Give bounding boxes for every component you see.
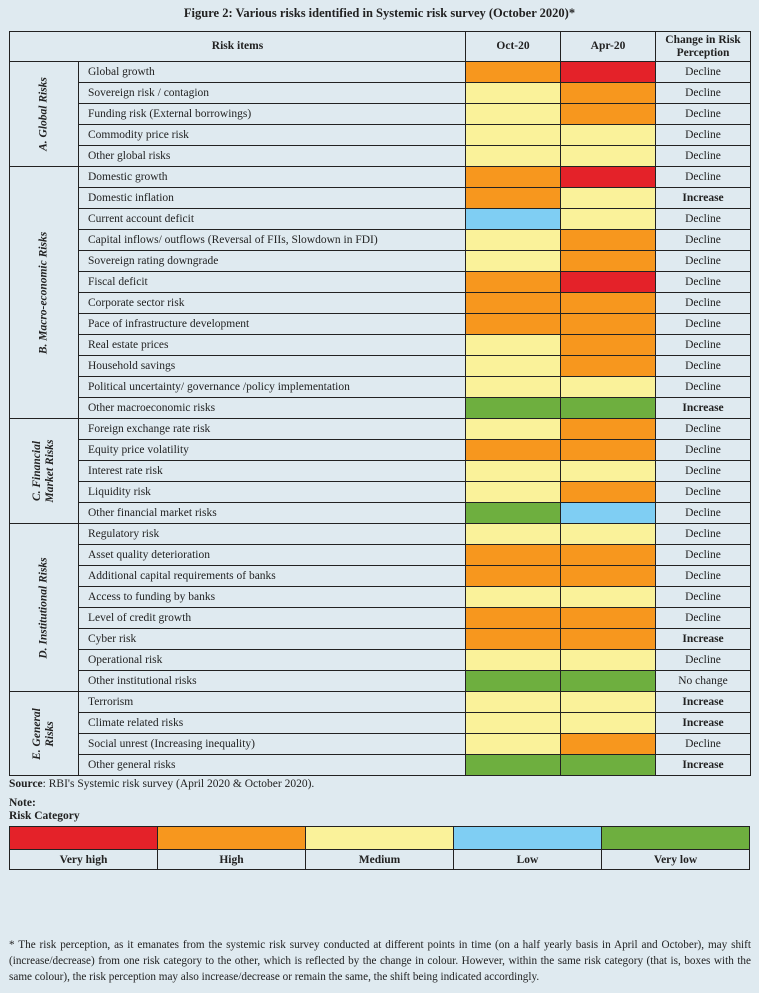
table-row bbox=[10, 755, 751, 776]
table-row bbox=[10, 272, 751, 293]
apr-20-rating-cell bbox=[561, 419, 656, 440]
change-in-risk-perception: Decline bbox=[656, 377, 751, 398]
table-row bbox=[10, 608, 751, 629]
oct-20-rating-cell bbox=[466, 545, 561, 566]
table-row bbox=[10, 314, 751, 335]
oct-20-rating-cell bbox=[466, 503, 561, 524]
change-in-risk-perception: Decline bbox=[656, 167, 751, 188]
table-row bbox=[10, 83, 751, 104]
risk-item: Global growth bbox=[79, 62, 466, 83]
apr-20-rating-cell bbox=[561, 251, 656, 272]
oct-20-rating-cell bbox=[466, 524, 561, 545]
table-row bbox=[10, 503, 751, 524]
apr-20-rating-cell bbox=[561, 314, 656, 335]
change-in-risk-perception: Increase bbox=[656, 713, 751, 734]
table-header-row bbox=[10, 32, 751, 62]
oct-20-rating-cell bbox=[466, 230, 561, 251]
table-row bbox=[10, 146, 751, 167]
change-in-risk-perception: Decline bbox=[656, 209, 751, 230]
table-row bbox=[10, 419, 751, 440]
apr-20-rating-cell bbox=[561, 104, 656, 125]
risk-item: Other financial market risks bbox=[79, 503, 466, 524]
apr-20-rating-cell bbox=[561, 230, 656, 251]
risk-item: Other global risks bbox=[79, 146, 466, 167]
change-in-risk-perception: Decline bbox=[656, 608, 751, 629]
apr-20-rating-cell bbox=[561, 272, 656, 293]
risk-item: Domestic growth bbox=[79, 167, 466, 188]
change-in-risk-perception: Decline bbox=[656, 734, 751, 755]
risk-table bbox=[9, 31, 751, 776]
risk-item: Social unrest (Increasing inequality) bbox=[79, 734, 466, 755]
apr-20-rating-cell bbox=[561, 83, 656, 104]
table-row bbox=[10, 230, 751, 251]
risk-item: Equity price volatility bbox=[79, 440, 466, 461]
change-in-risk-perception: Decline bbox=[656, 146, 751, 167]
oct-20-rating-cell bbox=[466, 356, 561, 377]
risk-item: Household savings bbox=[79, 356, 466, 377]
change-in-risk-perception: Decline bbox=[656, 524, 751, 545]
change-in-risk-perception: Decline bbox=[656, 293, 751, 314]
risk-item: Other macroeconomic risks bbox=[79, 398, 466, 419]
risk-item: Real estate prices bbox=[79, 335, 466, 356]
oct-20-rating-cell bbox=[466, 209, 561, 230]
risk-item: Operational risk bbox=[79, 650, 466, 671]
apr-20-rating-cell bbox=[561, 545, 656, 566]
oct-20-rating-cell bbox=[466, 335, 561, 356]
change-in-risk-perception: Decline bbox=[656, 587, 751, 608]
apr-20-rating-cell bbox=[561, 692, 656, 713]
oct-20-rating-cell bbox=[466, 461, 561, 482]
table-row bbox=[10, 251, 751, 272]
risk-table-body bbox=[10, 62, 751, 776]
table-row bbox=[10, 671, 751, 692]
change-in-risk-perception: Decline bbox=[656, 83, 751, 104]
source-label: Source bbox=[9, 778, 43, 790]
table-row bbox=[10, 482, 751, 503]
risk-item: Funding risk (External borrowings) bbox=[79, 104, 466, 125]
change-in-risk-perception: Decline bbox=[656, 272, 751, 293]
table-row bbox=[10, 734, 751, 755]
figure-title: Figure 2: Various risks identified in Systemic risk survey (October 2020)* bbox=[183, 6, 576, 20]
apr-20-rating-cell bbox=[561, 671, 656, 692]
note bbox=[9, 797, 80, 823]
risk-category-label: Risk Category bbox=[9, 810, 80, 822]
oct-20-rating-cell bbox=[466, 629, 561, 650]
group-label-cell bbox=[10, 692, 79, 776]
apr-20-rating-cell bbox=[561, 125, 656, 146]
oct-20-rating-cell bbox=[466, 146, 561, 167]
oct-20-rating-cell bbox=[466, 755, 561, 776]
table-row bbox=[10, 587, 751, 608]
apr-20-rating-cell bbox=[561, 146, 656, 167]
apr-20-rating-cell bbox=[561, 524, 656, 545]
legend-label-low: Low bbox=[454, 850, 602, 870]
table-row bbox=[10, 335, 751, 356]
change-in-risk-perception: Decline bbox=[656, 440, 751, 461]
legend-swatch-high bbox=[158, 827, 306, 850]
legend-label-row bbox=[10, 850, 750, 870]
risk-item: Interest rate risk bbox=[79, 461, 466, 482]
group-label: C. Financial Market Risks bbox=[31, 439, 56, 503]
table-row bbox=[10, 650, 751, 671]
risk-item: Commodity price risk bbox=[79, 125, 466, 146]
change-in-risk-perception: Decline bbox=[656, 104, 751, 125]
legend-label-very-low: Very low bbox=[602, 850, 750, 870]
change-in-risk-perception: Decline bbox=[656, 356, 751, 377]
oct-20-rating-cell bbox=[466, 566, 561, 587]
apr-20-rating-cell bbox=[561, 62, 656, 83]
legend-label-high: High bbox=[158, 850, 306, 870]
apr-20-rating-cell bbox=[561, 293, 656, 314]
change-in-risk-perception: Decline bbox=[656, 461, 751, 482]
legend-swatch-low bbox=[454, 827, 602, 850]
oct-20-rating-cell bbox=[466, 104, 561, 125]
table-row bbox=[10, 293, 751, 314]
change-in-risk-perception: Increase bbox=[656, 755, 751, 776]
risk-item: Access to funding by banks bbox=[79, 587, 466, 608]
oct-20-rating-cell bbox=[466, 587, 561, 608]
apr-20-rating-cell bbox=[561, 713, 656, 734]
group-label-cell bbox=[10, 62, 79, 167]
legend-swatch-medium bbox=[306, 827, 454, 850]
apr-20-rating-cell bbox=[561, 209, 656, 230]
change-in-risk-perception: Decline bbox=[656, 482, 751, 503]
apr-20-rating-cell bbox=[561, 587, 656, 608]
footnote: * The risk perception, as it emanates from the systemic risk survey conducted at different points in time (on a half yearly basis in April and October), may shift (increase/decrease) from one risk category to the other, which is reflected by the change in colour. However, within the same risk category (that is, boxes with the same colour), the risk perception may also increase/decrease or remain the same, the shift being indicated accordingly. bbox=[9, 939, 751, 983]
apr-20-rating-cell bbox=[561, 608, 656, 629]
oct-20-rating-cell bbox=[466, 314, 561, 335]
table-row bbox=[10, 62, 751, 83]
oct-20-rating-cell bbox=[466, 251, 561, 272]
oct-20-rating-cell bbox=[466, 167, 561, 188]
risk-item: Regulatory risk bbox=[79, 524, 466, 545]
header-risk-items: Risk items bbox=[10, 32, 466, 62]
apr-20-rating-cell bbox=[561, 167, 656, 188]
change-in-risk-perception: Increase bbox=[656, 692, 751, 713]
apr-20-rating-cell bbox=[561, 566, 656, 587]
change-in-risk-perception: Increase bbox=[656, 398, 751, 419]
apr-20-rating-cell bbox=[561, 650, 656, 671]
change-in-risk-perception: Decline bbox=[656, 314, 751, 335]
change-in-risk-perception: Increase bbox=[656, 188, 751, 209]
apr-20-rating-cell bbox=[561, 440, 656, 461]
table-row bbox=[10, 356, 751, 377]
change-in-risk-perception: Decline bbox=[656, 335, 751, 356]
group-label-cell bbox=[10, 167, 79, 419]
apr-20-rating-cell bbox=[561, 629, 656, 650]
table-row bbox=[10, 692, 751, 713]
oct-20-rating-cell bbox=[466, 419, 561, 440]
legend-label-medium: Medium bbox=[306, 850, 454, 870]
table-row bbox=[10, 545, 751, 566]
risk-item: Terrorism bbox=[79, 692, 466, 713]
risk-item: Other institutional risks bbox=[79, 671, 466, 692]
table-row bbox=[10, 377, 751, 398]
table-row bbox=[10, 524, 751, 545]
change-in-risk-perception: Increase bbox=[656, 629, 751, 650]
oct-20-rating-cell bbox=[466, 608, 561, 629]
group-label: D. Institutional Risks bbox=[37, 556, 50, 659]
change-in-risk-perception: Decline bbox=[656, 503, 751, 524]
apr-20-rating-cell bbox=[561, 734, 656, 755]
group-label-cell bbox=[10, 524, 79, 692]
risk-item: Liquidity risk bbox=[79, 482, 466, 503]
risk-item: Other general risks bbox=[79, 755, 466, 776]
apr-20-rating-cell bbox=[561, 503, 656, 524]
apr-20-rating-cell bbox=[561, 356, 656, 377]
oct-20-rating-cell bbox=[466, 734, 561, 755]
group-label-cell bbox=[10, 419, 79, 524]
change-in-risk-perception: Decline bbox=[656, 125, 751, 146]
source-text: : RBI's Systemic risk survey (April 2020 & October 2020). bbox=[42, 778, 315, 790]
risk-item: Capital inflows/ outflows (Reversal of FIIs, Slowdown in FDI) bbox=[79, 230, 466, 251]
oct-20-rating-cell bbox=[466, 188, 561, 209]
apr-20-rating-cell bbox=[561, 377, 656, 398]
risk-item: Cyber risk bbox=[79, 629, 466, 650]
legend-label-very-high: Very high bbox=[10, 850, 158, 870]
header-change: Change in Risk Perception bbox=[656, 32, 751, 62]
change-in-risk-perception: Decline bbox=[656, 62, 751, 83]
apr-20-rating-cell bbox=[561, 335, 656, 356]
risk-category-legend bbox=[9, 826, 750, 870]
oct-20-rating-cell bbox=[466, 671, 561, 692]
table-row bbox=[10, 188, 751, 209]
oct-20-rating-cell bbox=[466, 125, 561, 146]
oct-20-rating-cell bbox=[466, 377, 561, 398]
table-row bbox=[10, 125, 751, 146]
risk-item: Asset quality deterioration bbox=[79, 545, 466, 566]
oct-20-rating-cell bbox=[466, 83, 561, 104]
risk-item: Additional capital requirements of banks bbox=[79, 566, 466, 587]
risk-item: Sovereign rating downgrade bbox=[79, 251, 466, 272]
risk-item: Corporate sector risk bbox=[79, 293, 466, 314]
group-label: E. General Risks bbox=[31, 707, 56, 760]
oct-20-rating-cell bbox=[466, 293, 561, 314]
change-in-risk-perception: Decline bbox=[656, 419, 751, 440]
oct-20-rating-cell bbox=[466, 62, 561, 83]
table-row bbox=[10, 209, 751, 230]
risk-item: Pace of infrastructure development bbox=[79, 314, 466, 335]
legend-swatch-very-high bbox=[10, 827, 158, 850]
table-row bbox=[10, 713, 751, 734]
risk-item: Foreign exchange rate risk bbox=[79, 419, 466, 440]
change-in-risk-perception: No change bbox=[656, 671, 751, 692]
risk-item: Political uncertainty/ governance /policy implementation bbox=[79, 377, 466, 398]
oct-20-rating-cell bbox=[466, 272, 561, 293]
oct-20-rating-cell bbox=[466, 440, 561, 461]
change-in-risk-perception: Decline bbox=[656, 650, 751, 671]
apr-20-rating-cell bbox=[561, 398, 656, 419]
header-apr-20: Apr-20 bbox=[561, 32, 656, 62]
table-row bbox=[10, 440, 751, 461]
apr-20-rating-cell bbox=[561, 755, 656, 776]
table-row bbox=[10, 566, 751, 587]
oct-20-rating-cell bbox=[466, 398, 561, 419]
change-in-risk-perception: Decline bbox=[656, 230, 751, 251]
oct-20-rating-cell bbox=[466, 692, 561, 713]
oct-20-rating-cell bbox=[466, 482, 561, 503]
legend-swatch-very-low bbox=[602, 827, 750, 850]
risk-item: Level of credit growth bbox=[79, 608, 466, 629]
group-label: B. Macro-economic Risks bbox=[37, 231, 50, 354]
table-row bbox=[10, 398, 751, 419]
apr-20-rating-cell bbox=[561, 461, 656, 482]
risk-item: Fiscal deficit bbox=[79, 272, 466, 293]
oct-20-rating-cell bbox=[466, 650, 561, 671]
oct-20-rating-cell bbox=[466, 713, 561, 734]
table-row bbox=[10, 629, 751, 650]
table-row bbox=[10, 461, 751, 482]
risk-item: Climate related risks bbox=[79, 713, 466, 734]
note-label: Note: bbox=[9, 797, 36, 809]
legend-swatch-row bbox=[10, 827, 750, 850]
risk-item: Current account deficit bbox=[79, 209, 466, 230]
change-in-risk-perception: Decline bbox=[656, 251, 751, 272]
risk-item: Sovereign risk / contagion bbox=[79, 83, 466, 104]
change-in-risk-perception: Decline bbox=[656, 566, 751, 587]
header-oct-20: Oct-20 bbox=[466, 32, 561, 62]
change-in-risk-perception: Decline bbox=[656, 545, 751, 566]
risk-item: Domestic inflation bbox=[79, 188, 466, 209]
table-row bbox=[10, 104, 751, 125]
table-row bbox=[10, 167, 751, 188]
apr-20-rating-cell bbox=[561, 482, 656, 503]
group-label: A. Global Risks bbox=[37, 77, 50, 151]
apr-20-rating-cell bbox=[561, 188, 656, 209]
source-line bbox=[9, 778, 314, 790]
